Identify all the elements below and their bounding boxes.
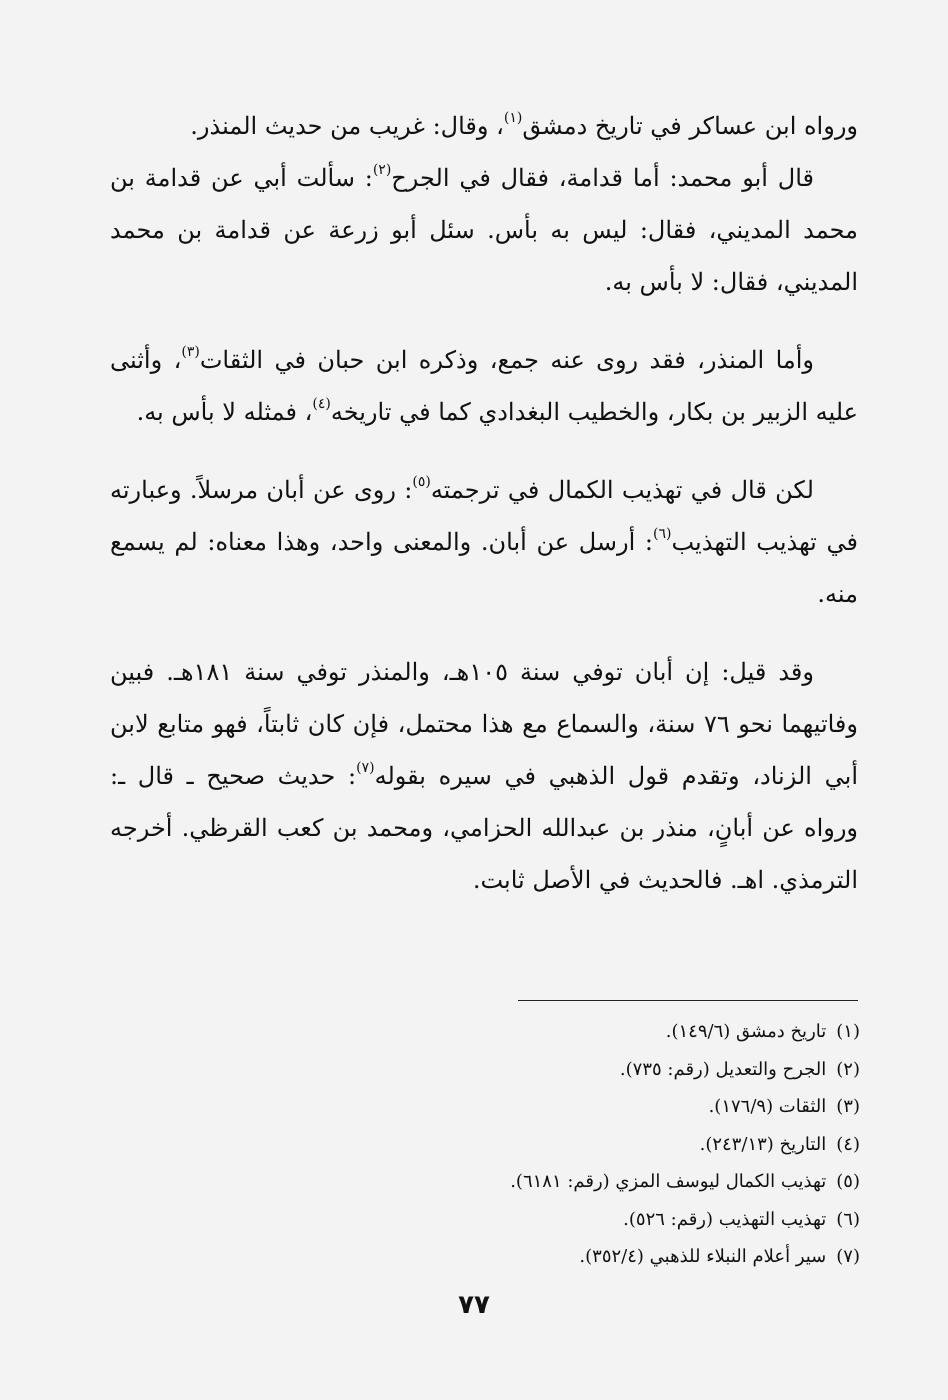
footnote-1 <box>100 1013 860 1051</box>
footnote-4 <box>100 1126 860 1164</box>
footnote-text: الجرح والتعديل (رقم: ٧٣٥). <box>619 1058 827 1080</box>
footnote-5 <box>100 1163 860 1201</box>
text-run: لكن قال في تهذيب الكمال في ترجمته <box>430 476 814 504</box>
paragraph-4 <box>110 464 858 620</box>
footnote-ref-4: (٤) <box>312 396 331 412</box>
footnote-number: (٤) <box>836 1133 860 1155</box>
footnote-2 <box>100 1051 860 1089</box>
text-run: ورواه ابن عساكر في تاريخ دمشق <box>522 112 858 140</box>
text-run: : أرسل عن أبان. والمعنى واحد، وهذا معناه: لم يسمع منه. <box>110 528 858 608</box>
footnote-number: (٥) <box>836 1171 860 1192</box>
paragraph-1 <box>110 100 858 152</box>
footnote-text: تهذيب التهذيب (رقم: ٥٢٦). <box>623 1208 827 1230</box>
footnote-ref-2: (٢) <box>372 162 392 178</box>
text-run: قال أبو محمد: أما قدامة، فقال في الجرح <box>391 164 814 192</box>
footnote-ref-3: (٣) <box>181 344 200 360</box>
footnotes <box>100 1013 860 1276</box>
footnote-number: (٦) <box>836 1208 860 1230</box>
footnote-text: تهذيب الكمال ليوسف المزي (رقم: ٦١٨١). <box>510 1171 827 1192</box>
paragraph-2 <box>110 152 858 308</box>
footnote-text: التاريخ (٢٤٣/١٣). <box>699 1133 827 1155</box>
footnote-6 <box>100 1201 860 1239</box>
text-run: : سألت أبي عن قدامة بن محمد المديني، فقال: ليس به بأس. سئل أبو زرعة عن قدامة بن محمد المديني، فقال: لا بأس به. <box>110 164 858 296</box>
text-run: وأما المنذر، فقد روى عنه جمع، وذكره ابن حبان في الثقات <box>199 346 815 374</box>
footnote-text: سير أعلام النبلاء للذهبي (٣٥٢/٤). <box>579 1246 827 1267</box>
footnote-ref-1: (١) <box>503 110 523 126</box>
text-run: ، وقال: غريب من حديث المنذر. <box>190 112 504 140</box>
footnote-7 <box>100 1238 860 1276</box>
footnote-ref-7: (٧) <box>356 760 375 776</box>
footnote-ref-6: (٦) <box>653 526 672 542</box>
main-text <box>110 100 858 906</box>
footnote-ref-5: (٥) <box>412 474 431 490</box>
text-run: ، فمثله لا بأس به. <box>136 398 313 426</box>
text-run: وقد قيل: إن أبان توفي سنة ١٠٥هـ، والمنذر توفي سنة ١٨١هـ. فبين وفاتيهما نحو ٧٦ سنة، والسماع مع هذا محتمل، فإن كان ثابتاً، فهو متابع لابن أبي الزناد، وتقدم قول الذهبي في سيره بقوله <box>110 658 858 790</box>
footnote-text: تاريخ دمشق (١٤٩/٦). <box>665 1021 827 1042</box>
page-number: ٧٧ <box>458 1290 490 1320</box>
text-run: : روى عن أبان مرسلاً. وعبارته في تهذيب التهذيب <box>110 476 859 556</box>
paragraph-3 <box>110 334 858 438</box>
footnote-number: (٧) <box>836 1246 860 1267</box>
text-run: ، وأثنى عليه الزبير بن بكار، والخطيب البغدادي كما في تاريخه <box>110 346 858 426</box>
footnote-3 <box>100 1088 860 1126</box>
footnote-number: (٣) <box>836 1096 860 1117</box>
footnote-separator <box>518 1000 858 1001</box>
footnote-text: الثقات (١٧٦/٩). <box>708 1096 827 1117</box>
text-run: : حديث صحيح ـ قال ـ: ورواه عن أبانٍ، منذر بن عبدالله الحزامي، ومحمد بن كعب القرظي. أخرجه الترمذي. اهـ. فالحديث في الأصل ثابت. <box>110 762 858 894</box>
paragraph-5 <box>110 646 858 906</box>
footnote-number: (١) <box>836 1021 860 1042</box>
footnote-number: (٢) <box>836 1058 860 1080</box>
